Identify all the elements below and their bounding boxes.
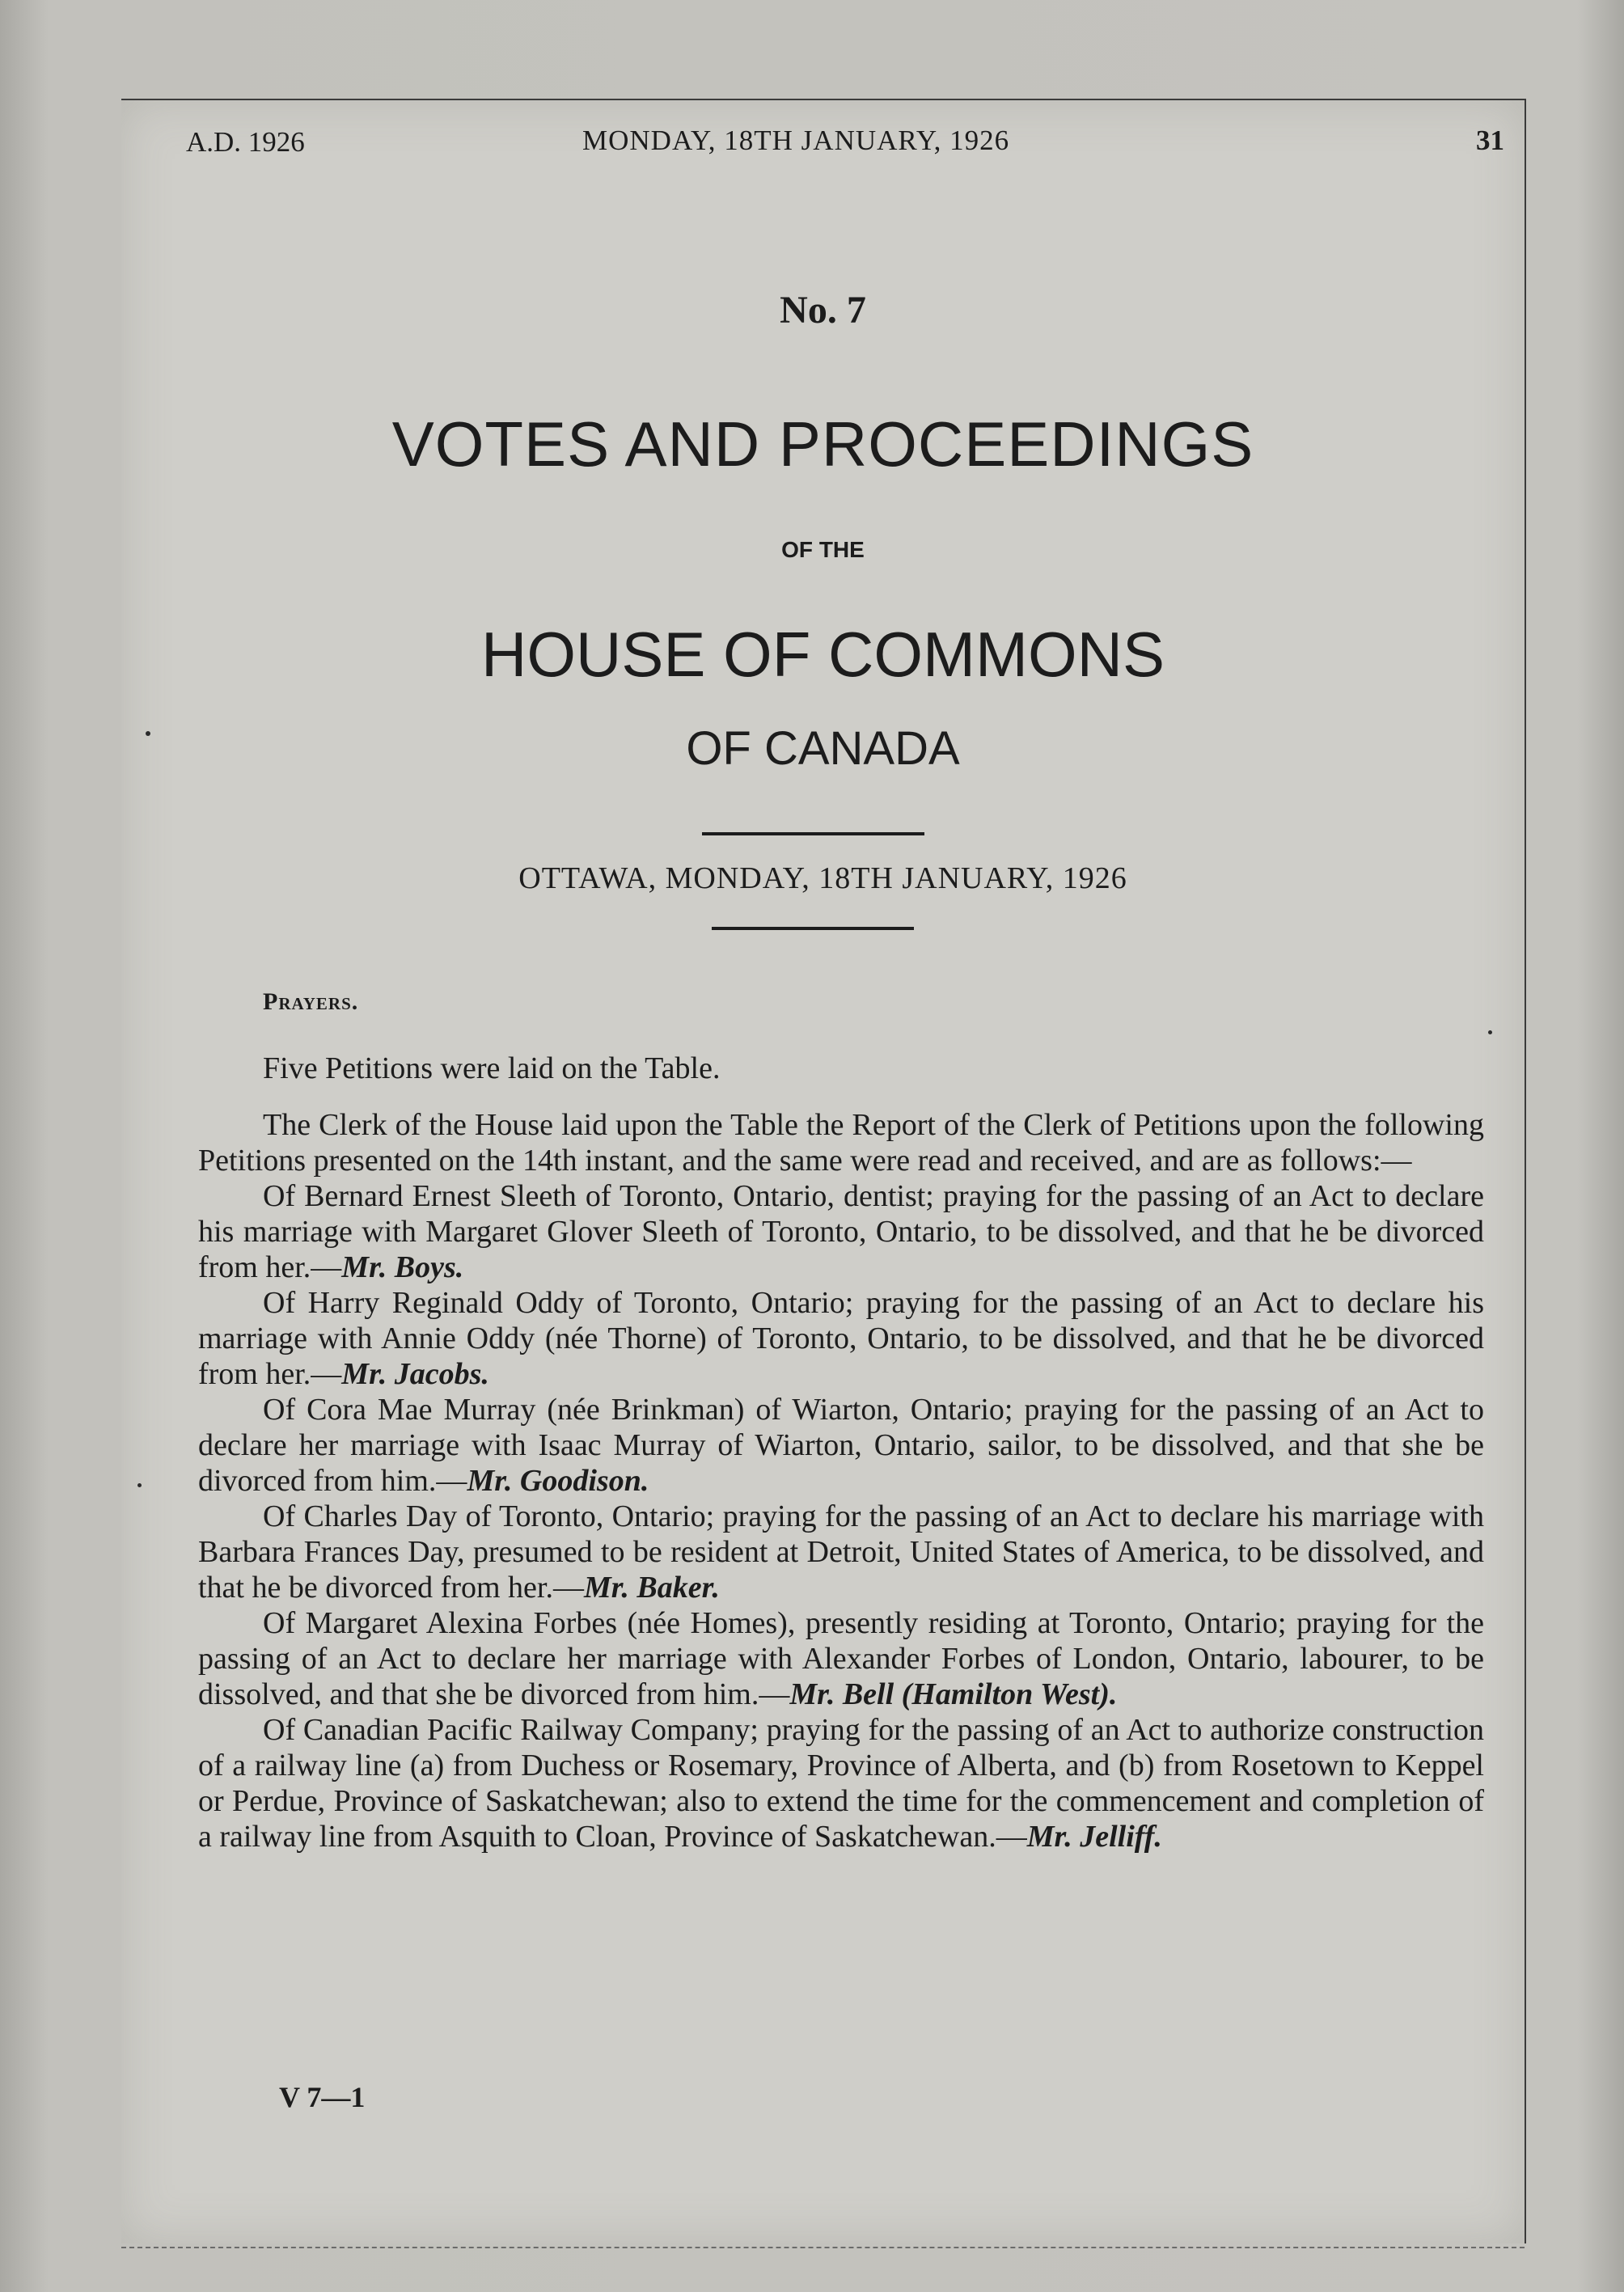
header-year: A.D. 1926 <box>186 126 305 158</box>
petition-mover: Mr. Baker. <box>583 1571 720 1605</box>
ink-speck <box>146 731 150 736</box>
petition-text: Of Margaret Alexina Forbes (née Homes), presently residing at Toronto, Ontario; praying for the passing of an Act to declare her marriage with Alexander Forbes of London, Ontario, labourer, to be dissolved, and that she be divorced from him.— <box>198 1606 1484 1711</box>
petition-4 <box>198 1499 1484 1605</box>
petition-5 <box>198 1605 1484 1712</box>
petition-mover: Mr. Jelliff. <box>1026 1820 1162 1854</box>
ink-speck <box>137 1483 142 1487</box>
page-bottom-edge <box>121 2247 1525 2248</box>
clerk-paragraph: The Clerk of the House laid upon the Table the Report of the Clerk of Petitions upon the following Petitions presented on the 14th instant, and the same were read and received, and are as follows:— <box>198 1108 1484 1178</box>
petition-text: Of Bernard Ernest Sleeth of Toronto, Ontario, dentist; praying for the passing of an Act to declare his marriage with Margaret Glover Sleeth of Toronto, Ontario, to be dissolved, and that he be divorced from her.— <box>198 1179 1484 1284</box>
petition-6 <box>198 1712 1484 1854</box>
ink-speck <box>1488 1030 1492 1034</box>
petition-text: Of Charles Day of Toronto, Ontario; praying for the passing of an Act to declare his marriage with Barbara Frances Day, presumed to be resident at Detroit, United States of America, to be dissolved, and that he be divorced from her.— <box>198 1499 1484 1605</box>
page-number: 31 <box>1476 125 1504 156</box>
prayers-heading: Prayers. <box>263 988 359 1015</box>
signature-mark: V 7—1 <box>279 2081 366 2113</box>
petition-text: Of Harry Reginald Oddy of Toronto, Ontario; praying for the passing of an Act to declare his marriage with Annie Oddy (née Thorne) of Toronto, Ontario, to be dissolved, and that he be divorced from her.— <box>198 1286 1484 1391</box>
petition-mover: Mr. Boys. <box>341 1250 464 1284</box>
petition-text: Of Canadian Pacific Railway Company; praying for the passing of an Act to authorize construction of a railway line (a) from Duchess or Rosemary, Province of Alberta, and (b) from Rosetown to Keppel or Perdue, Province of Saskatchewan; also to extend the time for the commencement and completion of a railway line from Asquith to Cloan, Province of Saskatchewan.— <box>198 1713 1484 1854</box>
header-date: MONDAY, 18TH JANUARY, 1926 <box>582 125 1010 156</box>
petition-mover: Mr. Goodison. <box>467 1464 649 1498</box>
document-page <box>121 99 1526 2243</box>
running-header <box>186 116 1512 165</box>
petition-1 <box>198 1178 1484 1285</box>
petition-mover: Mr. Bell (Hamilton West). <box>789 1677 1118 1711</box>
title-divider <box>702 832 924 835</box>
petition-text: Of Cora Mae Murray (née Brinkman) of Wiarton, Ontario; praying for the passing of an Act to declare her marriage with Isaac Murray of Wiarton, Ontario, sailor, to be dissolved, and that she be divorced from him.— <box>198 1393 1484 1498</box>
dateline-divider <box>712 927 914 930</box>
title-connector: OF THE <box>781 537 865 562</box>
petitions-body <box>198 1107 1484 1854</box>
document-title: VOTES AND PROCEEDINGS <box>391 408 1254 480</box>
house-name: HOUSE OF COMMONS <box>480 619 1165 690</box>
five-petitions-line: Five Petitions were laid on the Table. <box>263 1051 721 1085</box>
petition-2 <box>198 1285 1484 1392</box>
dateline: OTTAWA, MONDAY, 18TH JANUARY, 1926 <box>518 861 1127 895</box>
country-name: OF CANADA <box>686 722 960 775</box>
petition-3 <box>198 1392 1484 1499</box>
petition-mover: Mr. Jacobs. <box>341 1357 489 1391</box>
issue-number: No. 7 <box>780 289 866 332</box>
